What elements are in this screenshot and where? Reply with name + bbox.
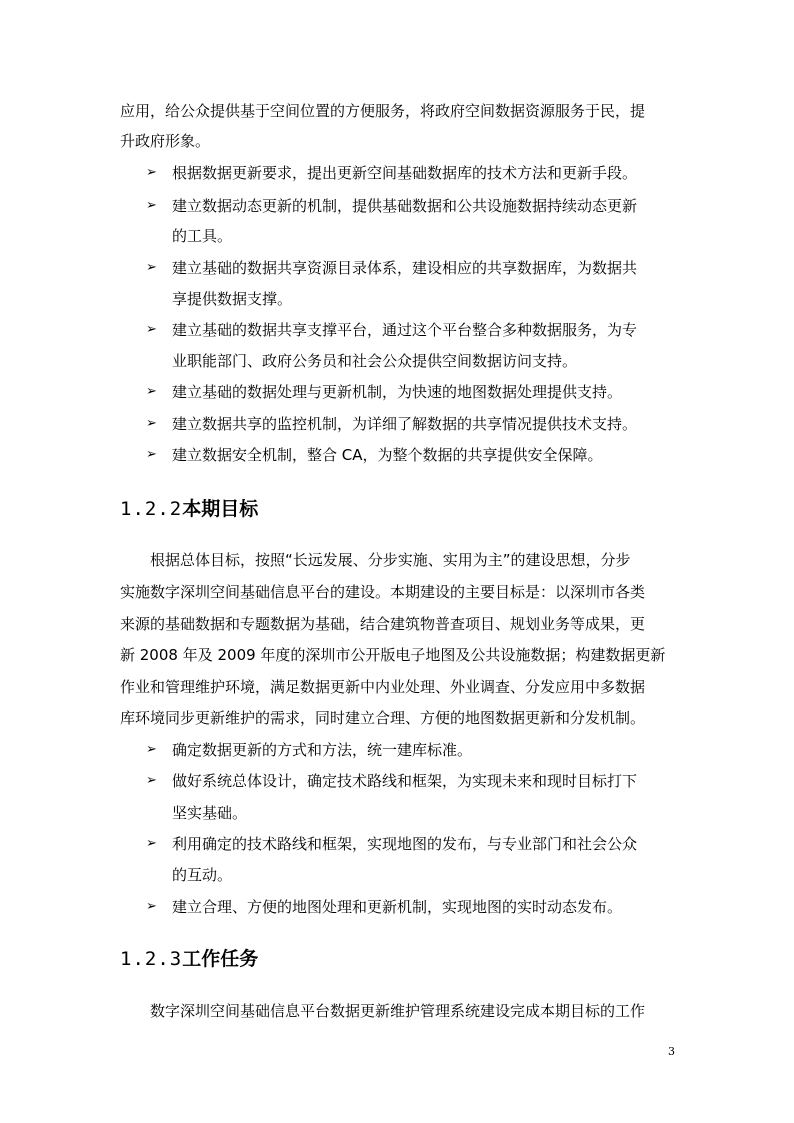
section-heading-1-2-3 — [120, 946, 258, 972]
bullet-text: 根据数据更新要求，提出更新空间基础数据库的技术方法和更新手段。 — [172, 164, 638, 182]
bullet-text: 建立数据共享的监控机制，为详细了解数据的共享情况提供技术支持。 — [172, 415, 638, 433]
bullet-text: 利用确定的技术路线和框架，实现地图的发布，与专业部门和社会公众 — [172, 835, 638, 853]
paragraph-line: 来源的基础数据和专题数据为基础，结合建筑物普查项目、规划业务等成果，更 — [120, 615, 646, 633]
bullet-text: 建立数据安全机制，整合 CA，为整个数据的共享提供安全保障。 — [172, 446, 603, 464]
bullet-text: 建立基础的数据共享支撑平台，通过这个平台整合多种数据服务，为专 — [172, 321, 638, 339]
bullet-arrow-icon: ➢ — [146, 322, 157, 337]
section-number: 1.2.3 — [120, 948, 183, 970]
bullet-text-cont: 业职能部门、政府公务员和社会公众提供空间数据访问支持。 — [172, 352, 578, 370]
bullet-text-cont: 享提供数据支撑。 — [172, 290, 293, 308]
bullet-arrow-icon: ➢ — [146, 899, 157, 914]
bullet-text: 做好系统总体设计，确定技术路线和框架，为实现未来和现时目标打下 — [172, 772, 638, 790]
paragraph-line: 根据总体目标，按照“长远发展、分步实施、实用为主”的建设思想，分步 — [150, 551, 631, 569]
bullet-arrow-icon: ➢ — [146, 416, 157, 431]
bullet-text-cont: 的互动。 — [172, 866, 233, 884]
bullet-arrow-icon: ➢ — [146, 836, 157, 851]
bullet-text-cont: 的工具。 — [172, 227, 233, 245]
paragraph-line: 作业和管理维护环境，满足数据更新中内业处理、外业调查、分发应用中多数据 — [120, 678, 646, 696]
bullet-arrow-icon: ➢ — [146, 742, 157, 757]
bullet-text: 建立数据动态更新的机制，提供基础数据和公共设施数据持续动态更新 — [172, 197, 638, 215]
paragraph-work-tasks: 数字深圳空间基础信息平台数据更新维护管理系统建设完成本期目标的工作 — [150, 1002, 646, 1020]
section-number: 1.2.2 — [120, 498, 183, 520]
section-heading-1-2-2 — [120, 496, 258, 522]
bullet-text: 确定数据更新的方式和方法，统一建库标准。 — [172, 741, 473, 759]
bullet-text: 建立合理、方便的地图处理和更新机制，实现地图的实时动态发布。 — [172, 898, 623, 916]
paragraph-line: 实施数字深圳空间基础信息平台的建设。本期建设的主要目标是：以深圳市各类 — [120, 583, 646, 601]
intro-line-2: 升政府形象。 — [120, 132, 211, 150]
page-number: 3 — [668, 1045, 675, 1058]
paragraph-line: 库环境同步更新维护的需求，同时建立合理、方便的地图数据更新和分发机制。 — [120, 709, 646, 727]
bullet-text-cont: 坚实基础。 — [172, 804, 248, 822]
bullet-text: 建立基础的数据处理与更新机制，为快速的地图数据处理提供支持。 — [172, 383, 623, 401]
section-title: 本期目标 — [182, 498, 259, 520]
intro-line-1: 应用，给公众提供基于空间位置的方便服务，将政府空间数据资源服务于民，提 — [120, 102, 646, 120]
bullet-arrow-icon: ➢ — [146, 384, 157, 399]
bullet-text: 建立基础的数据共享资源目录体系，建设相应的共享数据库，为数据共 — [172, 259, 638, 277]
bullet-arrow-icon: ➢ — [146, 165, 157, 180]
paragraph-line: 新 2008 年及 2009 年度的深圳市公开版电子地图及公共设施数据；构建数据更新 — [120, 646, 666, 664]
section-title: 工作任务 — [182, 948, 259, 970]
bullet-arrow-icon: ➢ — [146, 198, 157, 213]
bullet-arrow-icon: ➢ — [146, 260, 157, 275]
bullet-arrow-icon: ➢ — [146, 773, 157, 788]
bullet-arrow-icon: ➢ — [146, 447, 157, 462]
